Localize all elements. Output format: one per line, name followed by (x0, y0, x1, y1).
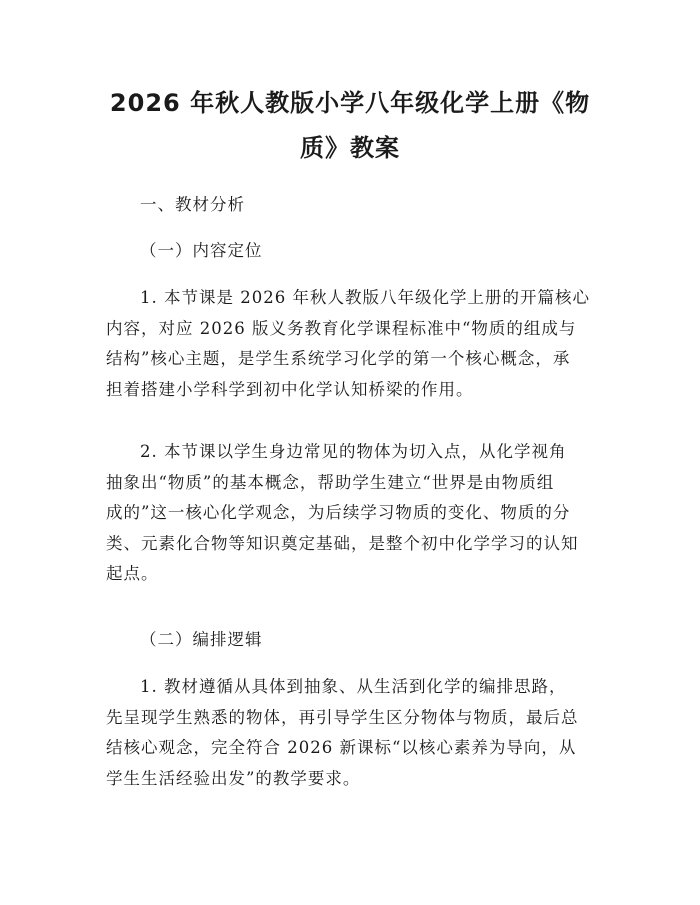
paragraph-1 (106, 283, 601, 405)
document-title-line-1: 2026 年秋人教版小学八年级化学上册《物 (109, 89, 591, 117)
paragraph-line: 内容，对应 2026 版义务教育化学课程标准中“物质的组成与 (106, 318, 577, 338)
paragraph-line: 1. 教材遵循从具体到抽象、从生活到化学的编排思路， (140, 677, 567, 696)
paragraph-line: 起点。 (106, 564, 159, 583)
subsection-heading-text: （二）编排逻辑 (140, 630, 263, 649)
paragraph-line: 类、元素化合物等知识奠定基础，是整个初中化学学习的认知 (106, 533, 579, 553)
subsection-heading-arrangement-logic (106, 625, 601, 656)
subsection-heading-text: （一）内容定位 (140, 241, 263, 260)
document-title-line-2: 质》教案 (300, 134, 400, 162)
paragraph-line: 结构”核心主题，是学生系统学习化学的第一个核心概念，承 (106, 349, 571, 368)
paragraph-line: 学生生活经验出发”的教学要求。 (106, 768, 361, 788)
paragraph-line: 抽象出“物质”的基本概念，帮助学生建立“世界是由物质组 (106, 472, 555, 492)
paragraph-line: 先呈现学生熟悉的物体，再引导学生区分物体与物质，最后总 (106, 707, 579, 727)
paragraph-line: 2. 本节课以学生身边常见的物体为切入点，从化学视角 (140, 442, 567, 461)
paragraph-line: 成的”这一核心化学观念，为后续学习物质的变化、物质的分 (106, 503, 571, 522)
paragraph-line: 1. 本节课是 2026 年秋人教版八年级化学上册的开篇核心 (140, 288, 590, 307)
section-heading-text: 一、教材分析 (140, 195, 245, 214)
paragraph-line: 担着搭建小学科学到初中化学认知桥梁的作用。 (106, 379, 474, 399)
paragraph-2 (106, 437, 601, 590)
paragraph-line: 结核心观念，完全符合 2026 新课标“以核心素养为导向，从 (106, 738, 577, 757)
section-heading (106, 190, 601, 221)
paragraph-3 (106, 672, 601, 794)
subsection-heading-content-positioning (106, 236, 601, 267)
